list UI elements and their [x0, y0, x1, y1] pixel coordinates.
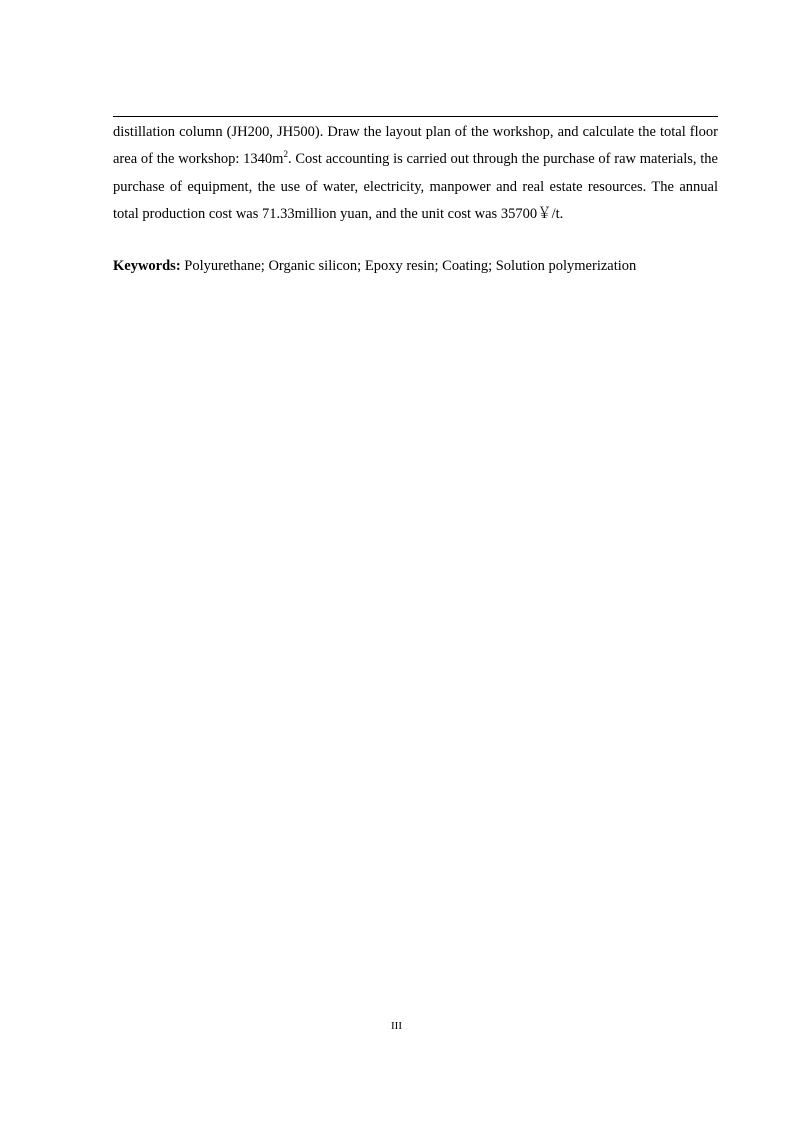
keywords-label: Keywords: — [113, 258, 181, 274]
abstract-text-part2: . Cost accounting is carried out through the purchase of raw materials, the purchase of equipment, the use of water, electricity, manpower and real estate resources. The annual total production cost was 71.33million yuan, and the unit cost was 35700￥/t. — [113, 151, 718, 223]
header-rule — [113, 116, 718, 117]
keywords-line — [113, 253, 718, 280]
area-unit-superscript: 2 — [283, 149, 288, 160]
abstract-paragraph — [113, 119, 718, 229]
keywords-text: Polyurethane; Organic silicon; Epoxy resin; Coating; Solution polymerization — [180, 258, 637, 274]
abstract-text-part1: distillation column (JH200, JH500). Draw the layout plan of the workshop, and calculate the total floor area of the workshop: 1340m — [113, 124, 718, 168]
page-number: III — [391, 1020, 402, 1032]
